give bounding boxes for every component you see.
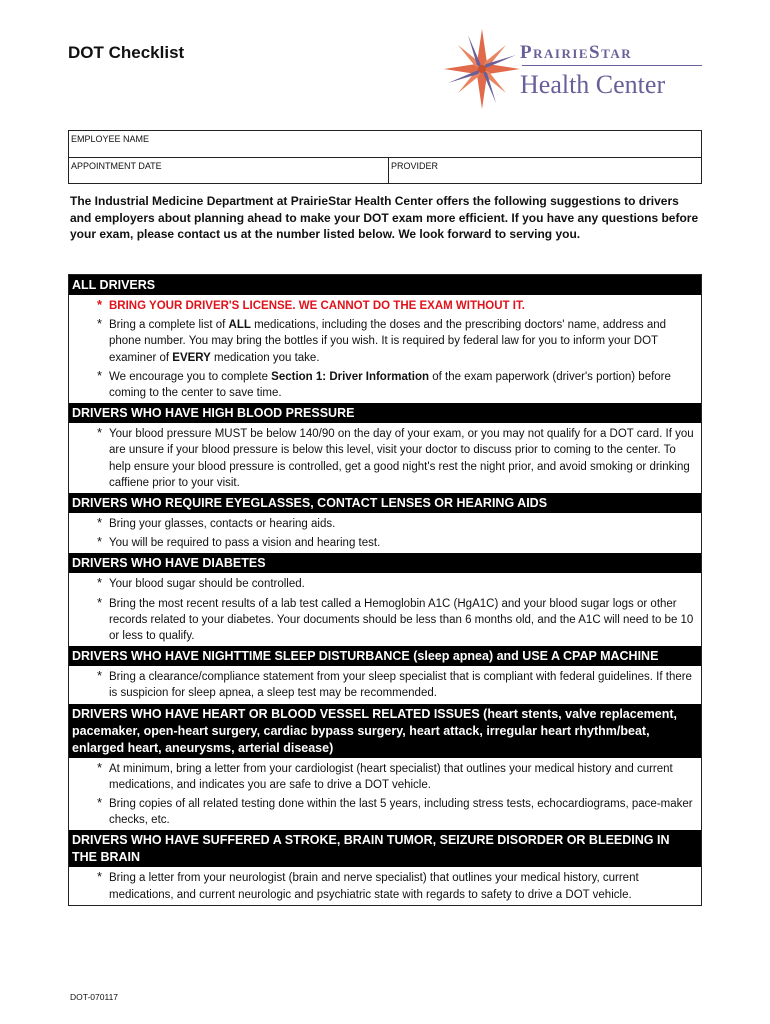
intro-paragraph: The Industrial Medicine Department at PrairieStar Health Center offers the following suggestions to drivers and employers about planning ahead to make your DOT exam more efficient. If you have any questions before your exam, please contact us at the number listed below. We look forward to serving you.	[70, 194, 699, 241]
provider-label: PROVIDER	[391, 161, 439, 171]
appointment-date-field[interactable]	[69, 158, 389, 183]
provider-field[interactable]	[389, 158, 701, 183]
list-item: * Bring a complete list of ALL medications, including the doses and the prescribing doctors' name, address and phone number. You may bring the bottles if you wish. It is required by federal law for you to inform your DOT examiner of EVERY medication you take.	[97, 316, 667, 364]
section-heading-blood-pressure: DRIVERS WHO HAVE HIGH BLOOD PRESSURE	[69, 403, 701, 423]
asterisk-icon: *	[97, 759, 103, 775]
list-item: * Bring a letter from your neurologist (brain and nerve specialist) that outlines your medical history, current medications, and current neurologic and psychiatric state with regards to safety to drive a DOT vehicle.	[97, 869, 639, 901]
logo-name-top: PrairieStar	[520, 42, 633, 63]
checklist-sections	[68, 274, 702, 906]
employee-info-table	[68, 130, 702, 184]
employee-name-row	[69, 131, 701, 157]
list-item: * You will be required to pass a vision and hearing test.	[97, 534, 381, 550]
page-title: DOT Checklist	[68, 43, 185, 62]
section-heading-diabetes: DRIVERS WHO HAVE DIABETES	[69, 553, 701, 573]
asterisk-icon: *	[97, 367, 103, 383]
list-item: * Your blood sugar should be controlled.	[97, 575, 305, 591]
employee-name-field[interactable]	[69, 131, 701, 157]
asterisk-icon: *	[97, 869, 103, 885]
asterisk-icon: *	[97, 594, 103, 610]
section-heading-heart: DRIVERS WHO HAVE HEART OR BLOOD VESSEL RELATED ISSUES (heart stents, valve replacement, pacemaker, open-heart surgery, cardiac bypass surgery, heart attack, irregular heart rhythm/beat, enlarged heart, aneurysms, arterial disease)	[69, 704, 701, 758]
employee-name-label: EMPLOYEE NAME	[71, 134, 150, 144]
section-heading-stroke: DRIVERS WHO HAVE SUFFERED A STROKE, BRAIN TUMOR, SEIZURE DISORDER OR BLEEDING IN THE BRAIN	[69, 830, 701, 867]
section-heading-vision-hearing: DRIVERS WHO REQUIRE EYEGLASSES, CONTACT LENSES OR HEARING AIDS	[69, 493, 701, 513]
asterisk-icon: *	[97, 668, 103, 684]
asterisk-icon: *	[97, 534, 103, 550]
asterisk-icon: *	[97, 575, 103, 591]
list-item: * At minimum, bring a letter from your cardiologist (heart specialist) that outlines your medical history and current medications, and indicates you are safe to drive a DOT vehicle.	[97, 759, 673, 791]
appointment-row	[69, 157, 701, 183]
asterisk-icon: *	[97, 515, 103, 531]
list-item: * Bring copies of all related testing done within the last 5 years, including stress tests, echocardiograms, pace-maker checks, etc.	[97, 795, 693, 827]
appointment-date-label: APPOINTMENT DATE	[71, 161, 162, 171]
list-item: * Your blood pressure MUST be below 140/90 on the day of your exam, or you may not qualify for a DOT card. If you are unsure if your blood pressure is below this level, visit your doctor to discuss prior to coming to the center. To help ensure your blood pressure is controlled, get a good night's rest the night prior, and avoid smoking or drinking caffiene prior to your visit.	[97, 425, 694, 489]
list-item: * Bring a clearance/compliance statement from your sleep specialist that is compliant with federal guidelines. If there is suspicion for sleep apnea, a sleep test may be recommended.	[97, 668, 692, 700]
list-item: * BRING YOUR DRIVER'S LICENSE. WE CANNOT DO THE EXAM WITHOUT IT.	[97, 297, 525, 312]
star-icon	[442, 28, 522, 110]
list-item: * Bring the most recent results of a lab test called a Hemoglobin A1C (HgA1C) and your blood sugar logs or other records related to your diabetes. Your documents should be less than 6 months old, and the A1C will need to be 10 or less to qualify.	[97, 594, 694, 643]
prairiestar-logo	[442, 28, 707, 110]
section-heading-sleep-apnea: DRIVERS WHO HAVE NIGHTTIME SLEEP DISTURBANCE (sleep apnea) and USE A CPAP MACHINE	[69, 646, 701, 666]
asterisk-icon: *	[97, 297, 103, 312]
asterisk-icon: *	[97, 316, 103, 332]
logo-name-bottom: Health Center	[520, 70, 666, 99]
logo-divider	[522, 65, 702, 66]
list-item: * We encourage you to complete Section 1: Driver Information of the exam paperwork (driver's portion) before coming to the center to save time.	[97, 367, 671, 400]
form-code: DOT-070117	[70, 992, 119, 1002]
section-heading-all-drivers: ALL DRIVERS	[69, 275, 701, 295]
list-item: * Bring your glasses, contacts or hearing aids.	[97, 515, 336, 531]
asterisk-icon: *	[97, 425, 103, 441]
asterisk-icon: *	[97, 795, 103, 811]
